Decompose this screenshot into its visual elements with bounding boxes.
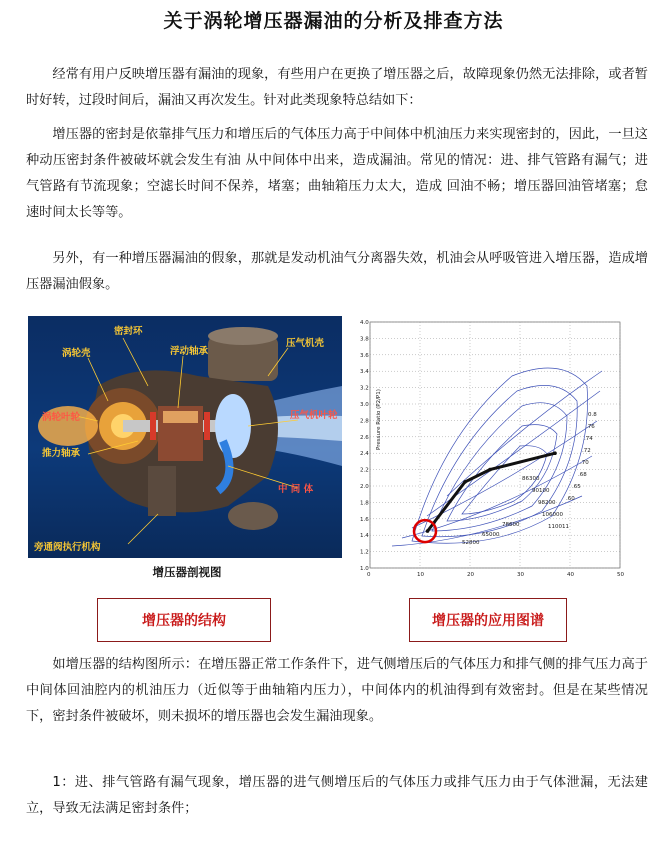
y-tick-label: 1.2 <box>360 549 369 556</box>
label-seal-ring: 密封环 <box>114 326 143 337</box>
y-tick-label: 2.0 <box>360 484 369 490</box>
contour-label: .74 <box>584 436 593 442</box>
label-compressor-wheel: 压气机叶轮 <box>290 410 338 421</box>
contour-label: .68 <box>578 472 587 478</box>
contour-label: 0.8 <box>588 412 597 418</box>
x-tick-label: 30 <box>517 572 524 578</box>
y-tick-label: 3.0 <box>360 402 369 408</box>
y-tick-label: 3.8 <box>360 336 369 343</box>
label-thrust-bearing: 推力轴承 <box>42 448 81 459</box>
paragraph-cause-1: 1：进、排气管路有漏气现象，增压器的进气侧增压后的气体压力或排气压力由于气体泄漏，无法建立，导致无法满足密封条件； <box>26 775 648 816</box>
label-floating-bearing: 浮动轴承 <box>170 346 209 357</box>
paragraph-false-leak: 另外，有一种增压器漏油的假象，那就是发动机油气分离器失效，机油会从呼吸管进入增压器，造成增压器漏油假象。 <box>26 251 648 292</box>
label-wastegate-actuator: 旁通阀执行机构 <box>34 542 101 553</box>
contour-label: .60 <box>566 496 575 502</box>
contour-label: 90100 <box>532 488 550 494</box>
x-tick-label: 0 <box>367 572 371 578</box>
map-label-box: 增压器的应用图谱 <box>409 598 567 642</box>
operating-point <box>488 468 492 472</box>
contour-label: 78600 <box>502 522 520 528</box>
label-turbine-housing: 涡轮壳 <box>62 348 91 359</box>
y-tick-label: 1.8 <box>360 500 369 507</box>
x-tick-label: 50 <box>617 572 624 578</box>
contour-label: .70 <box>580 460 589 466</box>
y-tick-label: 1.4 <box>360 533 369 540</box>
y-tick-label: 2.2 <box>360 467 369 474</box>
label-center-housing: 中 间 体 <box>278 484 314 495</box>
y-tick-label: 1.6 <box>360 516 369 523</box>
paragraph-intro: 经常有用户反映增压器有漏油的现象，有些用户在更换了增压器之后，故障现象仍然无法排除，或者暂时好转，过段时间后，漏油又再次发生。针对此类现象特总结如下： <box>26 67 648 108</box>
contour-label: 52800 <box>462 540 480 546</box>
contour-label: 86300 <box>522 476 540 482</box>
operating-point <box>463 480 467 484</box>
y-tick-label: 3.4 <box>360 369 369 376</box>
operating-point <box>553 451 557 455</box>
x-tick-label: 10 <box>417 572 424 578</box>
contour-label: 65000 <box>482 532 500 538</box>
label-turbine-wheel: 涡轮叶轮 <box>42 412 81 423</box>
contour-label: .76 <box>586 424 595 430</box>
contour-label: 106000 <box>542 512 563 518</box>
contour-label: .72 <box>582 448 591 454</box>
page-title: 关于涡轮增压器漏油的分析及排查方法 <box>163 10 504 32</box>
label-compressor-housing: 压气机壳 <box>286 338 325 349</box>
y-tick-label: 2.4 <box>360 451 369 458</box>
y-axis-label: Pressure Ratio (P2/P1) <box>376 389 382 450</box>
turbocharger-cutaway-figure <box>28 316 342 558</box>
contour-label: .65 <box>572 484 581 490</box>
y-tick-label: 3.2 <box>360 385 369 392</box>
contour-label: 110011 <box>548 524 569 530</box>
paragraph-structure-explanation: 如增压器的结构图所示：在增压器正常工作条件下，进气侧增压后的气体压力和排气侧的排气压力高于中间体回油腔内的机油压力（近似等于曲轴箱内压力），中间体内的机油得到有效密封。但是在某些情况下，密封条件被破坏，则未损坏的增压器也会发生漏油现象。 <box>26 657 648 724</box>
compressor-map-chart <box>352 316 624 580</box>
paragraph-seal-principle: 增压器的密封是依靠排气压力和增压后的气体压力高于中间体中机油压力来实现密封的，因此，一旦这种动压密封条件被破坏就会发生有油 从中间体中出来，造成漏油。常见的情况：进、排气管路有漏气；进气管路有节流现象；空滤长时间不保养，堵塞；曲轴箱压力太大，造成 回油不畅；增压器回油管堵塞；怠速时间太长等等。 <box>26 127 648 220</box>
cutaway-illustration <box>28 316 342 558</box>
y-tick-label: 4.0 <box>360 320 369 326</box>
y-tick-label: 2.8 <box>360 418 369 425</box>
structure-label-box: 增压器的结构 <box>97 598 271 642</box>
operating-point <box>426 529 430 533</box>
x-tick-label: 40 <box>567 572 574 578</box>
y-tick-label: 2.6 <box>360 434 369 441</box>
compressor-map-figure <box>352 316 624 580</box>
x-tick-label: 20 <box>467 572 474 578</box>
y-tick-label: 1.0 <box>360 566 369 572</box>
y-tick-label: 3.6 <box>360 352 369 359</box>
contour-label: 98200 <box>538 500 556 506</box>
figure-left-caption: 增压器剖视图 <box>152 565 222 579</box>
